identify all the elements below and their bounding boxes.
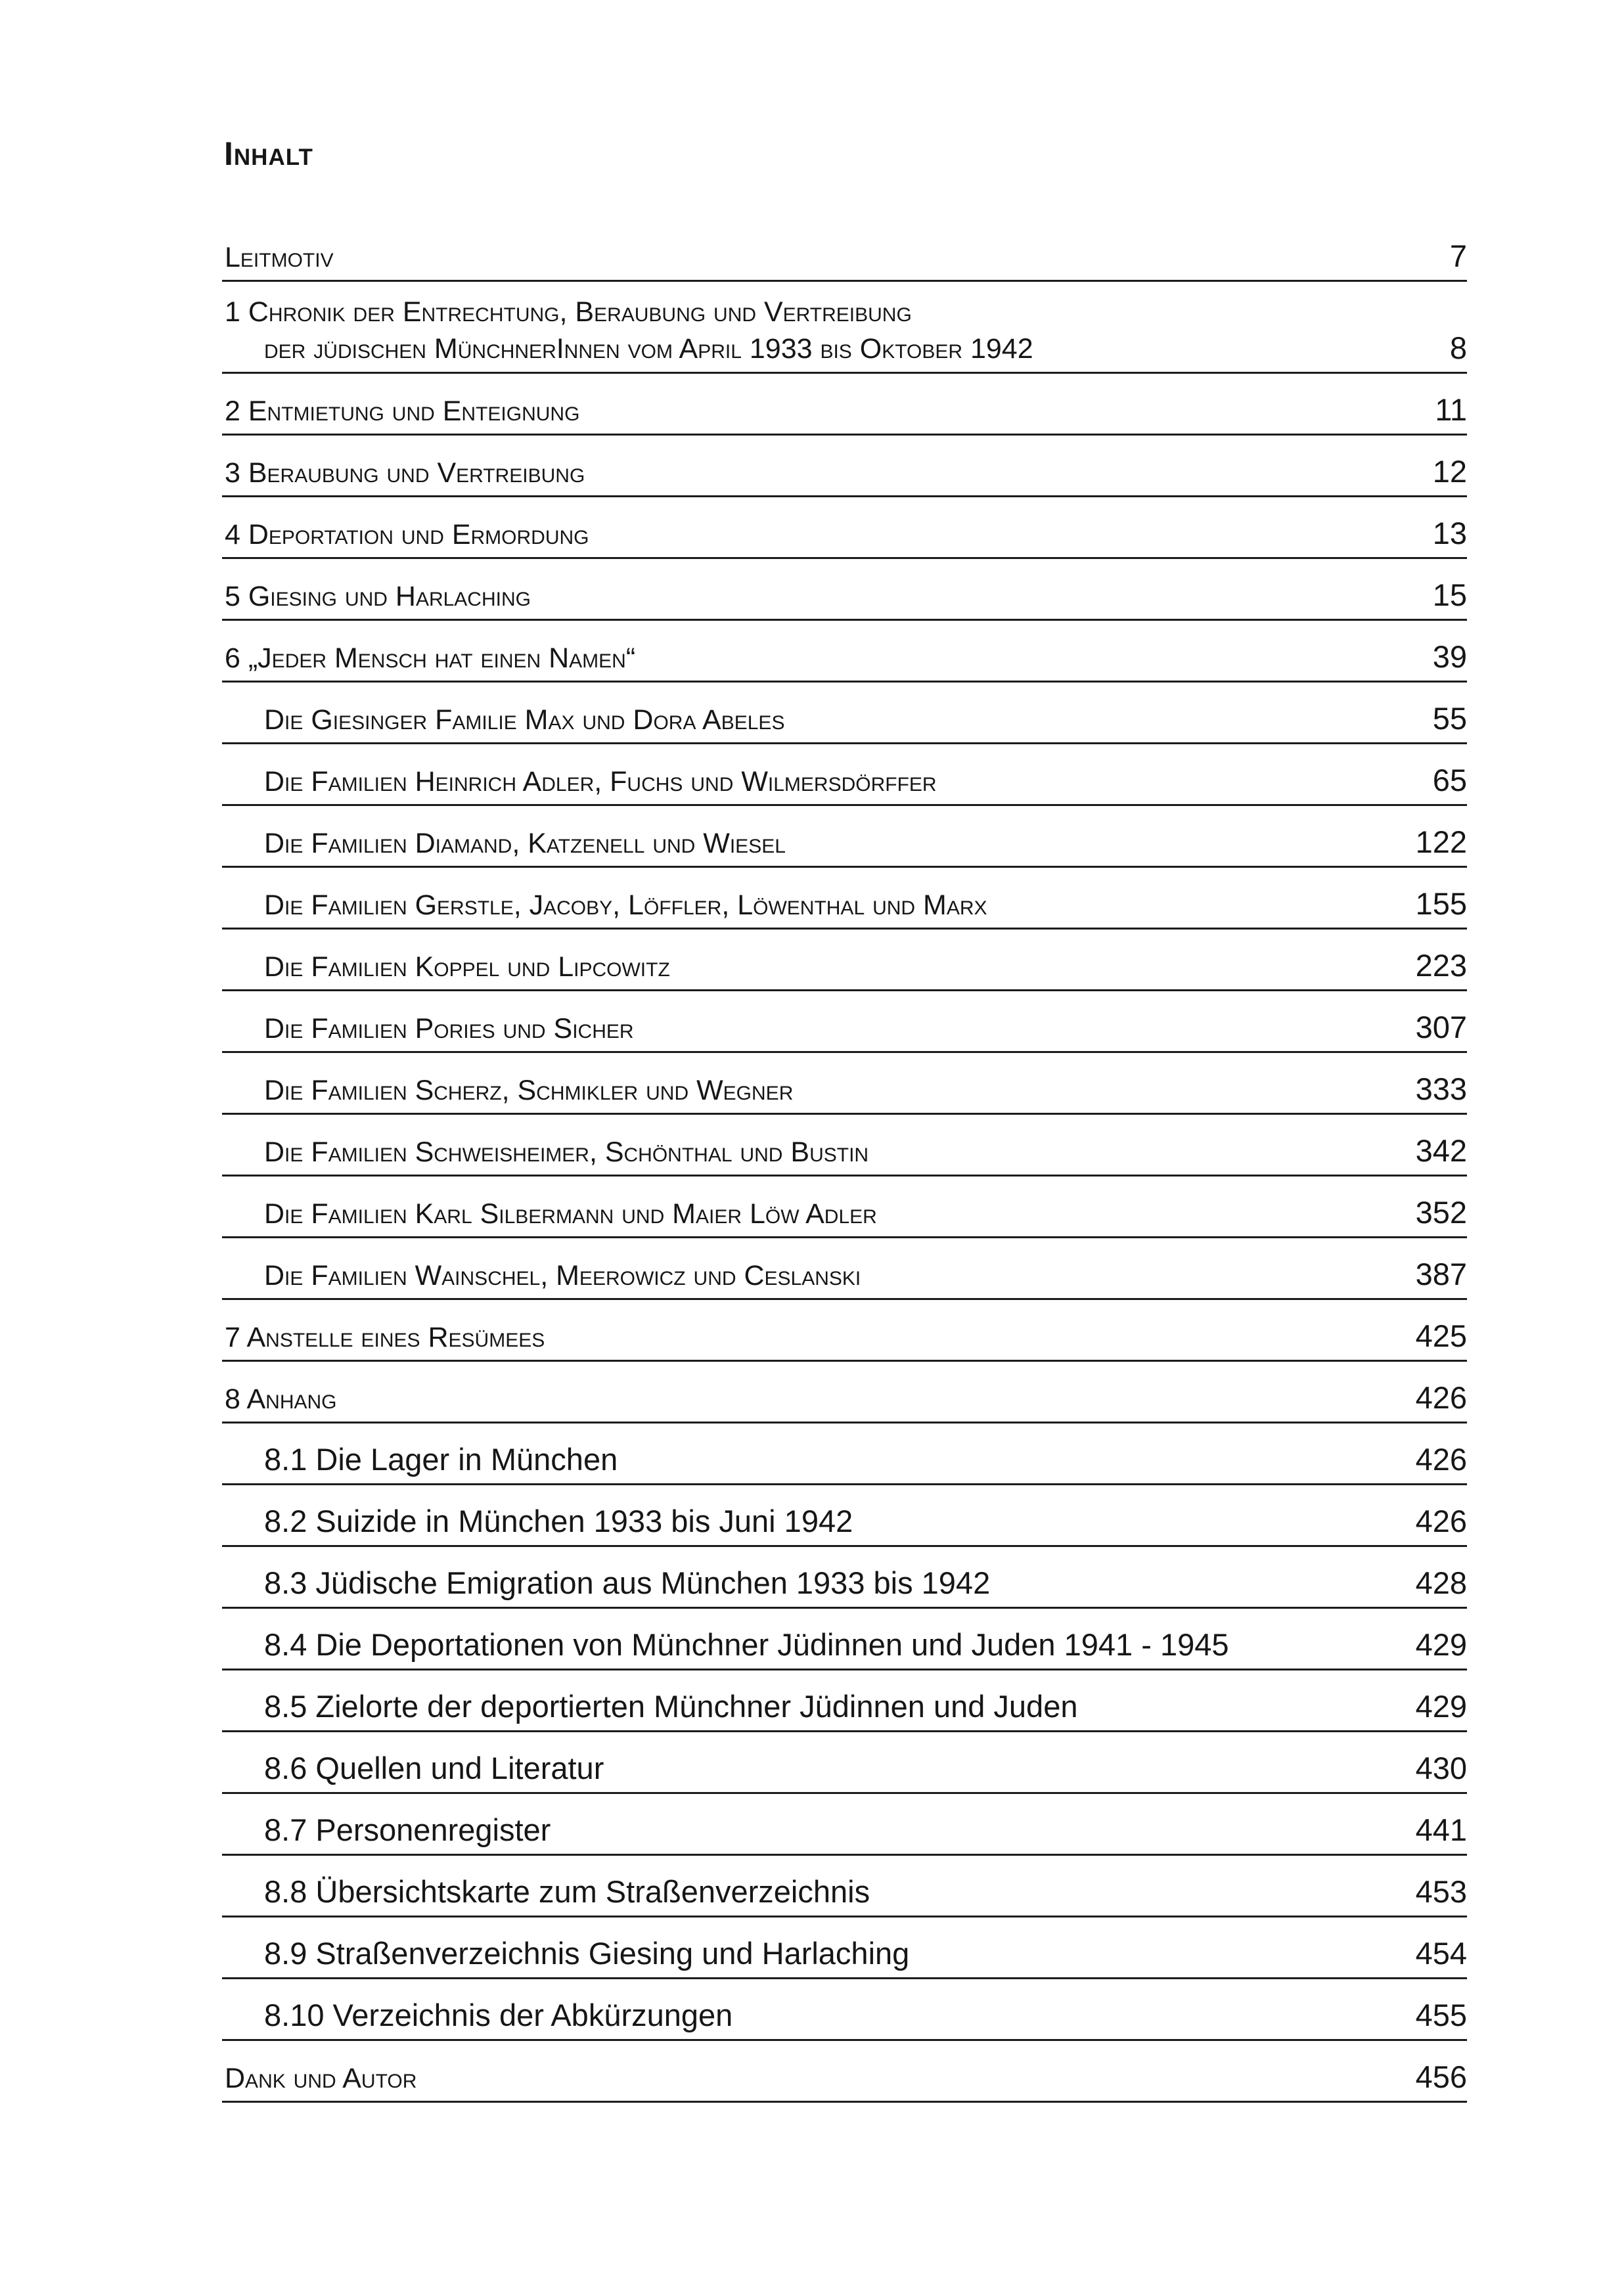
toc-entry-title: 8 Anhang xyxy=(225,1383,337,1415)
toc-entry-title: Die Familien Heinrich Adler, Fuchs und Wilmersdörffer xyxy=(264,766,937,797)
toc-entry-page: 428 xyxy=(1415,1565,1467,1600)
toc-entry-page: 223 xyxy=(1415,948,1467,983)
toc-entry-title: Dank und Autor xyxy=(225,2063,417,2094)
toc-entry-leitmotiv xyxy=(222,220,1467,282)
toc-entry-title: 8.7 Personenregister xyxy=(264,1812,551,1847)
toc-entry-page: 342 xyxy=(1415,1133,1467,1168)
toc-entry-dank-und-autor xyxy=(222,2041,1467,2103)
toc-entry-chapter-3 xyxy=(222,436,1467,497)
toc-entry-page: 11 xyxy=(1435,392,1467,427)
toc-entry-title: 8.3 Jüdische Emigration aus München 1933 bis 1942 xyxy=(264,1565,991,1600)
toc-entry-page: 430 xyxy=(1415,1751,1467,1785)
toc-entry-page: 13 xyxy=(1432,516,1467,550)
toc-subentry xyxy=(222,930,1467,991)
toc-entry-page: 55 xyxy=(1432,701,1467,736)
toc-entry-title: 5 Giesing und Harlaching xyxy=(225,581,531,612)
toc-appendix-entry xyxy=(222,1547,1467,1609)
toc-subentry xyxy=(222,1053,1467,1115)
toc-entry-page: 425 xyxy=(1415,1318,1467,1353)
toc-entry-page: 352 xyxy=(1415,1195,1467,1230)
toc-entry-page: 454 xyxy=(1415,1936,1467,1971)
toc-entry-page: 8 xyxy=(1449,330,1467,365)
toc-entry-page: 12 xyxy=(1432,454,1467,489)
page-title: Inhalt xyxy=(224,135,313,172)
toc-appendix-entry xyxy=(222,1485,1467,1547)
toc-entry-title: 8.9 Straßenverzeichnis Giesing und Harlaching xyxy=(264,1936,910,1971)
toc-entry-title: 8.6 Quellen und Literatur xyxy=(264,1751,604,1785)
toc-entry-chapter-5 xyxy=(222,559,1467,621)
toc-entry-chapter-4 xyxy=(222,497,1467,559)
toc-entry-title: Die Familien Schweisheimer, Schönthal und Bustin xyxy=(264,1136,869,1168)
toc-entry-page: 426 xyxy=(1415,1442,1467,1477)
toc-appendix-entry xyxy=(222,1732,1467,1794)
toc-subentry xyxy=(222,868,1467,930)
toc-entry-page: 453 xyxy=(1415,1874,1467,1909)
toc-subentry xyxy=(222,744,1467,806)
toc-entry-chapter-7 xyxy=(222,1300,1467,1362)
toc-entry-title: Die Familien Koppel und Lipcowitz xyxy=(264,951,670,983)
toc-entry-page: 7 xyxy=(1449,238,1467,273)
toc-entry-page: 441 xyxy=(1415,1812,1467,1847)
table-of-contents xyxy=(222,220,1467,2103)
toc-entry-page: 387 xyxy=(1415,1257,1467,1291)
toc-entry-chapter-6 xyxy=(222,621,1467,683)
toc-appendix-entry xyxy=(222,1670,1467,1732)
toc-entry-title: 6 „Jeder Mensch hat einen Namen“ xyxy=(225,642,636,674)
toc-entry-title: Die Familien Karl Silbermann und Maier Löw Adler xyxy=(264,1198,877,1230)
toc-entry-page: 456 xyxy=(1415,2059,1467,2094)
toc-appendix-entry xyxy=(222,1917,1467,1979)
toc-entry-title: Die Familien Scherz, Schmikler und Wegner xyxy=(264,1075,794,1106)
toc-entry-page: 65 xyxy=(1432,763,1467,797)
toc-entry-title xyxy=(225,294,1033,367)
toc-subentry xyxy=(222,806,1467,868)
toc-entry-chapter-8 xyxy=(222,1362,1467,1423)
toc-entry-page: 155 xyxy=(1415,886,1467,921)
toc-appendix-entry xyxy=(222,1794,1467,1856)
toc-subentry xyxy=(222,1238,1467,1300)
toc-entry-title: 8.4 Die Deportationen von Münchner Jüdinnen und Juden 1941 - 1945 xyxy=(264,1627,1229,1662)
toc-subentry xyxy=(222,1177,1467,1238)
toc-entry-title: 8.10 Verzeichnis der Abkürzungen xyxy=(264,1998,733,2032)
toc-entry-title: Die Familien Wainschel, Meerowicz und Ceslanski xyxy=(264,1260,861,1291)
toc-entry-page: 15 xyxy=(1432,577,1467,612)
toc-appendix-entry xyxy=(222,1856,1467,1917)
toc-appendix-entry xyxy=(222,1423,1467,1485)
toc-entry-title-line1: 1 Chronik der Entrechtung, Beraubung und Vertreibung xyxy=(225,296,912,328)
toc-entry-title: Die Familien Gerstle, Jacoby, Löffler, Löwenthal und Marx xyxy=(264,889,987,921)
toc-entry-page: 426 xyxy=(1415,1380,1467,1415)
toc-entry-page: 429 xyxy=(1415,1627,1467,1662)
toc-entry-page: 39 xyxy=(1432,639,1467,674)
toc-entry-title: Die Familien Pories und Sicher xyxy=(264,1013,634,1044)
toc-entry-page: 307 xyxy=(1415,1010,1467,1044)
toc-entry-title: 8.5 Zielorte der deportierten Münchner Jüdinnen und Juden xyxy=(264,1689,1078,1724)
toc-entry-title: 8.8 Übersichtskarte zum Straßenverzeichnis xyxy=(264,1874,870,1909)
toc-entry-title: Leitmotiv xyxy=(225,242,334,273)
toc-entry-title-line2: der jüdischen MünchnerInnen vom April 1933 bis Oktober 1942 xyxy=(264,333,1033,365)
toc-entry-title: 8.1 Die Lager in München xyxy=(264,1442,618,1477)
toc-entry-page: 426 xyxy=(1415,1504,1467,1538)
toc-entry-title: 8.2 Suizide in München 1933 bis Juni 1942 xyxy=(264,1504,853,1538)
toc-entry-title: Die Familien Diamand, Katzenell und Wiesel xyxy=(264,828,786,859)
toc-subentry xyxy=(222,683,1467,744)
toc-entry-page: 333 xyxy=(1415,1071,1467,1106)
toc-subentry xyxy=(222,1115,1467,1177)
toc-entry-title: Die Giesinger Familie Max und Dora Abeles xyxy=(264,704,785,736)
toc-appendix-entry xyxy=(222,1609,1467,1670)
toc-entry-page: 122 xyxy=(1415,824,1467,859)
toc-entry-chapter-1 xyxy=(222,282,1467,374)
toc-subentry xyxy=(222,991,1467,1053)
toc-entry-page: 429 xyxy=(1415,1689,1467,1724)
toc-appendix-entry xyxy=(222,1979,1467,2041)
toc-entry-title: 3 Beraubung und Vertreibung xyxy=(225,457,585,489)
toc-rule xyxy=(222,2101,1467,2103)
toc-entry-title: 2 Entmietung und Enteignung xyxy=(225,395,580,427)
toc-entry-title: 4 Deportation und Ermordung xyxy=(225,519,589,550)
toc-entry-page: 455 xyxy=(1415,1998,1467,2032)
toc-entry-title: 7 Anstelle eines Resümees xyxy=(225,1322,545,1353)
toc-entry-chapter-2 xyxy=(222,374,1467,436)
